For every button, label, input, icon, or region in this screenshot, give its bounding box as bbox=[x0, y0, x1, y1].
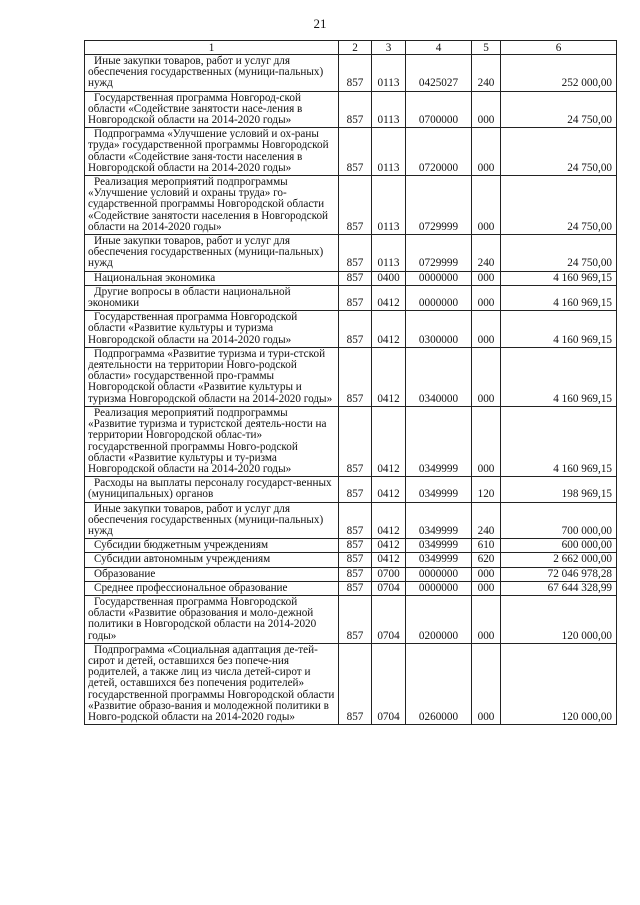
row-amount: 24 750,00 bbox=[501, 128, 617, 176]
row-ministry: 857 bbox=[339, 477, 372, 502]
row-name: Образование bbox=[85, 567, 339, 581]
row-ministry: 857 bbox=[339, 406, 372, 476]
row-target: 0000000 bbox=[406, 581, 472, 595]
row-type: 000 bbox=[472, 406, 501, 476]
row-section: 0412 bbox=[372, 285, 406, 310]
row-name: Реализация мероприятий подпрограммы «Развитие туризма и туристской деятель-ности на территории Новгородской облас-ти» государственной программы Новго-родской области «Развитие культуры и ту-ризма Новгородской области на 2014-2020 годы» bbox=[85, 406, 339, 476]
row-type: 000 bbox=[472, 271, 501, 285]
row-type: 000 bbox=[472, 595, 501, 643]
row-ministry: 857 bbox=[339, 553, 372, 567]
row-ministry: 857 bbox=[339, 595, 372, 643]
header-col-4: 4 bbox=[406, 41, 472, 55]
row-type: 000 bbox=[472, 285, 501, 310]
row-type: 000 bbox=[472, 567, 501, 581]
row-type: 240 bbox=[472, 502, 501, 539]
row-type: 000 bbox=[472, 128, 501, 176]
table-row bbox=[85, 643, 617, 724]
row-amount: 252 000,00 bbox=[501, 55, 617, 92]
header-col-1: 1 bbox=[85, 41, 339, 55]
row-target: 0349999 bbox=[406, 477, 472, 502]
row-section: 0412 bbox=[372, 477, 406, 502]
row-name: Другие вопросы в области национальной экономики bbox=[85, 285, 339, 310]
row-type: 000 bbox=[472, 176, 501, 235]
row-name: Государственная программа Новгородской области «Развитие образования и моло-дежной политики в Новгородской области на 2014-2020 годы» bbox=[85, 595, 339, 643]
row-ministry: 857 bbox=[339, 271, 372, 285]
page-number: 21 bbox=[313, 16, 327, 31]
table-row bbox=[85, 91, 617, 128]
table-row bbox=[85, 347, 617, 406]
row-amount: 4 160 969,15 bbox=[501, 311, 617, 348]
table-row bbox=[85, 271, 617, 285]
row-section: 0412 bbox=[372, 539, 406, 553]
row-name: Иные закупки товаров, работ и услуг для обеспечения государственных (муници-пальных) нужд bbox=[85, 55, 339, 92]
row-target: 0349999 bbox=[406, 502, 472, 539]
row-name: Реализация мероприятий подпрограммы «Улучшение условий и охраны труда» го-сударственной программы Новгородской области «Содействие занятости населения в Новгородской области на 2014-2020 годы» bbox=[85, 176, 339, 235]
table-row bbox=[85, 128, 617, 176]
table-row bbox=[85, 553, 617, 567]
row-name: Государственная программа Новгород-ской области «Содействие занятости насе-ления в Новгородской области на 2014-2020 годы» bbox=[85, 91, 339, 128]
row-name: Подпрограмма «Улучшение условий и ох-раны труда» государственной программы Новгородской области «Содействие заня-тости населения в Новгородской области на 2014-2020 годы» bbox=[85, 128, 339, 176]
table-row bbox=[85, 581, 617, 595]
row-amount: 4 160 969,15 bbox=[501, 347, 617, 406]
row-ministry: 857 bbox=[339, 643, 372, 724]
row-ministry: 857 bbox=[339, 581, 372, 595]
row-section: 0113 bbox=[372, 176, 406, 235]
row-amount: 4 160 969,15 bbox=[501, 406, 617, 476]
budget-table bbox=[84, 40, 617, 725]
row-target: 0300000 bbox=[406, 311, 472, 348]
row-ministry: 857 bbox=[339, 502, 372, 539]
row-ministry: 857 bbox=[339, 347, 372, 406]
row-ministry: 857 bbox=[339, 235, 372, 272]
row-amount: 4 160 969,15 bbox=[501, 271, 617, 285]
row-ministry: 857 bbox=[339, 539, 372, 553]
row-type: 240 bbox=[472, 55, 501, 92]
table-row bbox=[85, 477, 617, 502]
row-amount: 198 969,15 bbox=[501, 477, 617, 502]
row-target: 0340000 bbox=[406, 347, 472, 406]
row-target: 0260000 bbox=[406, 643, 472, 724]
row-amount: 2 662 000,00 bbox=[501, 553, 617, 567]
row-type: 000 bbox=[472, 311, 501, 348]
row-amount: 700 000,00 bbox=[501, 502, 617, 539]
header-col-5: 5 bbox=[472, 41, 501, 55]
table-row bbox=[85, 176, 617, 235]
row-name: Национальная экономика bbox=[85, 271, 339, 285]
row-name: Государственная программа Новгородской области «Развитие культуры и туризма Новгородской области на 2014-2020 годы» bbox=[85, 311, 339, 348]
row-section: 0400 bbox=[372, 271, 406, 285]
table-row bbox=[85, 235, 617, 272]
row-section: 0113 bbox=[372, 128, 406, 176]
table-row bbox=[85, 539, 617, 553]
row-section: 0700 bbox=[372, 567, 406, 581]
row-target: 0425027 bbox=[406, 55, 472, 92]
header-row bbox=[85, 41, 617, 55]
row-target: 0349999 bbox=[406, 539, 472, 553]
row-type: 000 bbox=[472, 91, 501, 128]
row-type: 000 bbox=[472, 347, 501, 406]
row-amount: 24 750,00 bbox=[501, 91, 617, 128]
row-section: 0412 bbox=[372, 311, 406, 348]
row-section: 0704 bbox=[372, 643, 406, 724]
row-section: 0704 bbox=[372, 581, 406, 595]
header-col-6: 6 bbox=[501, 41, 617, 55]
header-col-3: 3 bbox=[372, 41, 406, 55]
row-type: 240 bbox=[472, 235, 501, 272]
row-name: Субсидии бюджетным учреждениям bbox=[85, 539, 339, 553]
table-row bbox=[85, 285, 617, 310]
row-ministry: 857 bbox=[339, 128, 372, 176]
row-target: 0200000 bbox=[406, 595, 472, 643]
row-target: 0720000 bbox=[406, 128, 472, 176]
row-amount: 24 750,00 bbox=[501, 176, 617, 235]
row-target: 0729999 bbox=[406, 235, 472, 272]
row-target: 0349999 bbox=[406, 553, 472, 567]
row-name: Субсидии автономным учреждениям bbox=[85, 553, 339, 567]
row-amount: 120 000,00 bbox=[501, 595, 617, 643]
row-amount: 72 046 978,28 bbox=[501, 567, 617, 581]
row-ministry: 857 bbox=[339, 311, 372, 348]
row-name: Подпрограмма «Социальная адаптация де-тей-сирот и детей, оставшихся без попече-ния родителей, а также лиц из числа детей-сирот и детей, оставшихся без попечения родителей» государственной программы Новгородской области «Развитие образо-вания и молодежной политики в Новго-родской области на 2014-2020 годы» bbox=[85, 643, 339, 724]
row-amount: 67 644 328,99 bbox=[501, 581, 617, 595]
row-section: 0113 bbox=[372, 55, 406, 92]
row-section: 0412 bbox=[372, 347, 406, 406]
table-row bbox=[85, 406, 617, 476]
row-section: 0704 bbox=[372, 595, 406, 643]
header-col-2: 2 bbox=[339, 41, 372, 55]
table-row bbox=[85, 567, 617, 581]
table-row bbox=[85, 502, 617, 539]
row-name: Среднее профессиональное образование bbox=[85, 581, 339, 595]
row-amount: 120 000,00 bbox=[501, 643, 617, 724]
row-target: 0700000 bbox=[406, 91, 472, 128]
table-row bbox=[85, 311, 617, 348]
row-type: 620 bbox=[472, 553, 501, 567]
row-name: Иные закупки товаров, работ и услуг для обеспечения государственных (муници-пальных) нужд bbox=[85, 502, 339, 539]
row-ministry: 857 bbox=[339, 176, 372, 235]
row-name: Расходы на выплаты персоналу государст-венных (муниципальных) органов bbox=[85, 477, 339, 502]
row-type: 000 bbox=[472, 581, 501, 595]
row-ministry: 857 bbox=[339, 55, 372, 92]
row-section: 0412 bbox=[372, 406, 406, 476]
row-name: Иные закупки товаров, работ и услуг для обеспечения государственных (муници-пальных) нужд bbox=[85, 235, 339, 272]
row-section: 0412 bbox=[372, 502, 406, 539]
row-target: 0729999 bbox=[406, 176, 472, 235]
row-target: 0349999 bbox=[406, 406, 472, 476]
row-target: 0000000 bbox=[406, 285, 472, 310]
row-name: Подпрограмма «Развитие туризма и тури-стской деятельности на территории Новго-родской области» государственной про-граммы Новгородской области «Развитие культуры и туризма Новгородской области на 2014-2020 годы» bbox=[85, 347, 339, 406]
row-target: 0000000 bbox=[406, 567, 472, 581]
row-amount: 600 000,00 bbox=[501, 539, 617, 553]
row-section: 0412 bbox=[372, 553, 406, 567]
row-section: 0113 bbox=[372, 91, 406, 128]
row-type: 610 bbox=[472, 539, 501, 553]
row-ministry: 857 bbox=[339, 567, 372, 581]
table-row bbox=[85, 595, 617, 643]
row-target: 0000000 bbox=[406, 271, 472, 285]
row-type: 000 bbox=[472, 643, 501, 724]
table-row bbox=[85, 55, 617, 92]
row-ministry: 857 bbox=[339, 91, 372, 128]
row-type: 120 bbox=[472, 477, 501, 502]
row-ministry: 857 bbox=[339, 285, 372, 310]
row-section: 0113 bbox=[372, 235, 406, 272]
row-amount: 24 750,00 bbox=[501, 235, 617, 272]
row-amount: 4 160 969,15 bbox=[501, 285, 617, 310]
